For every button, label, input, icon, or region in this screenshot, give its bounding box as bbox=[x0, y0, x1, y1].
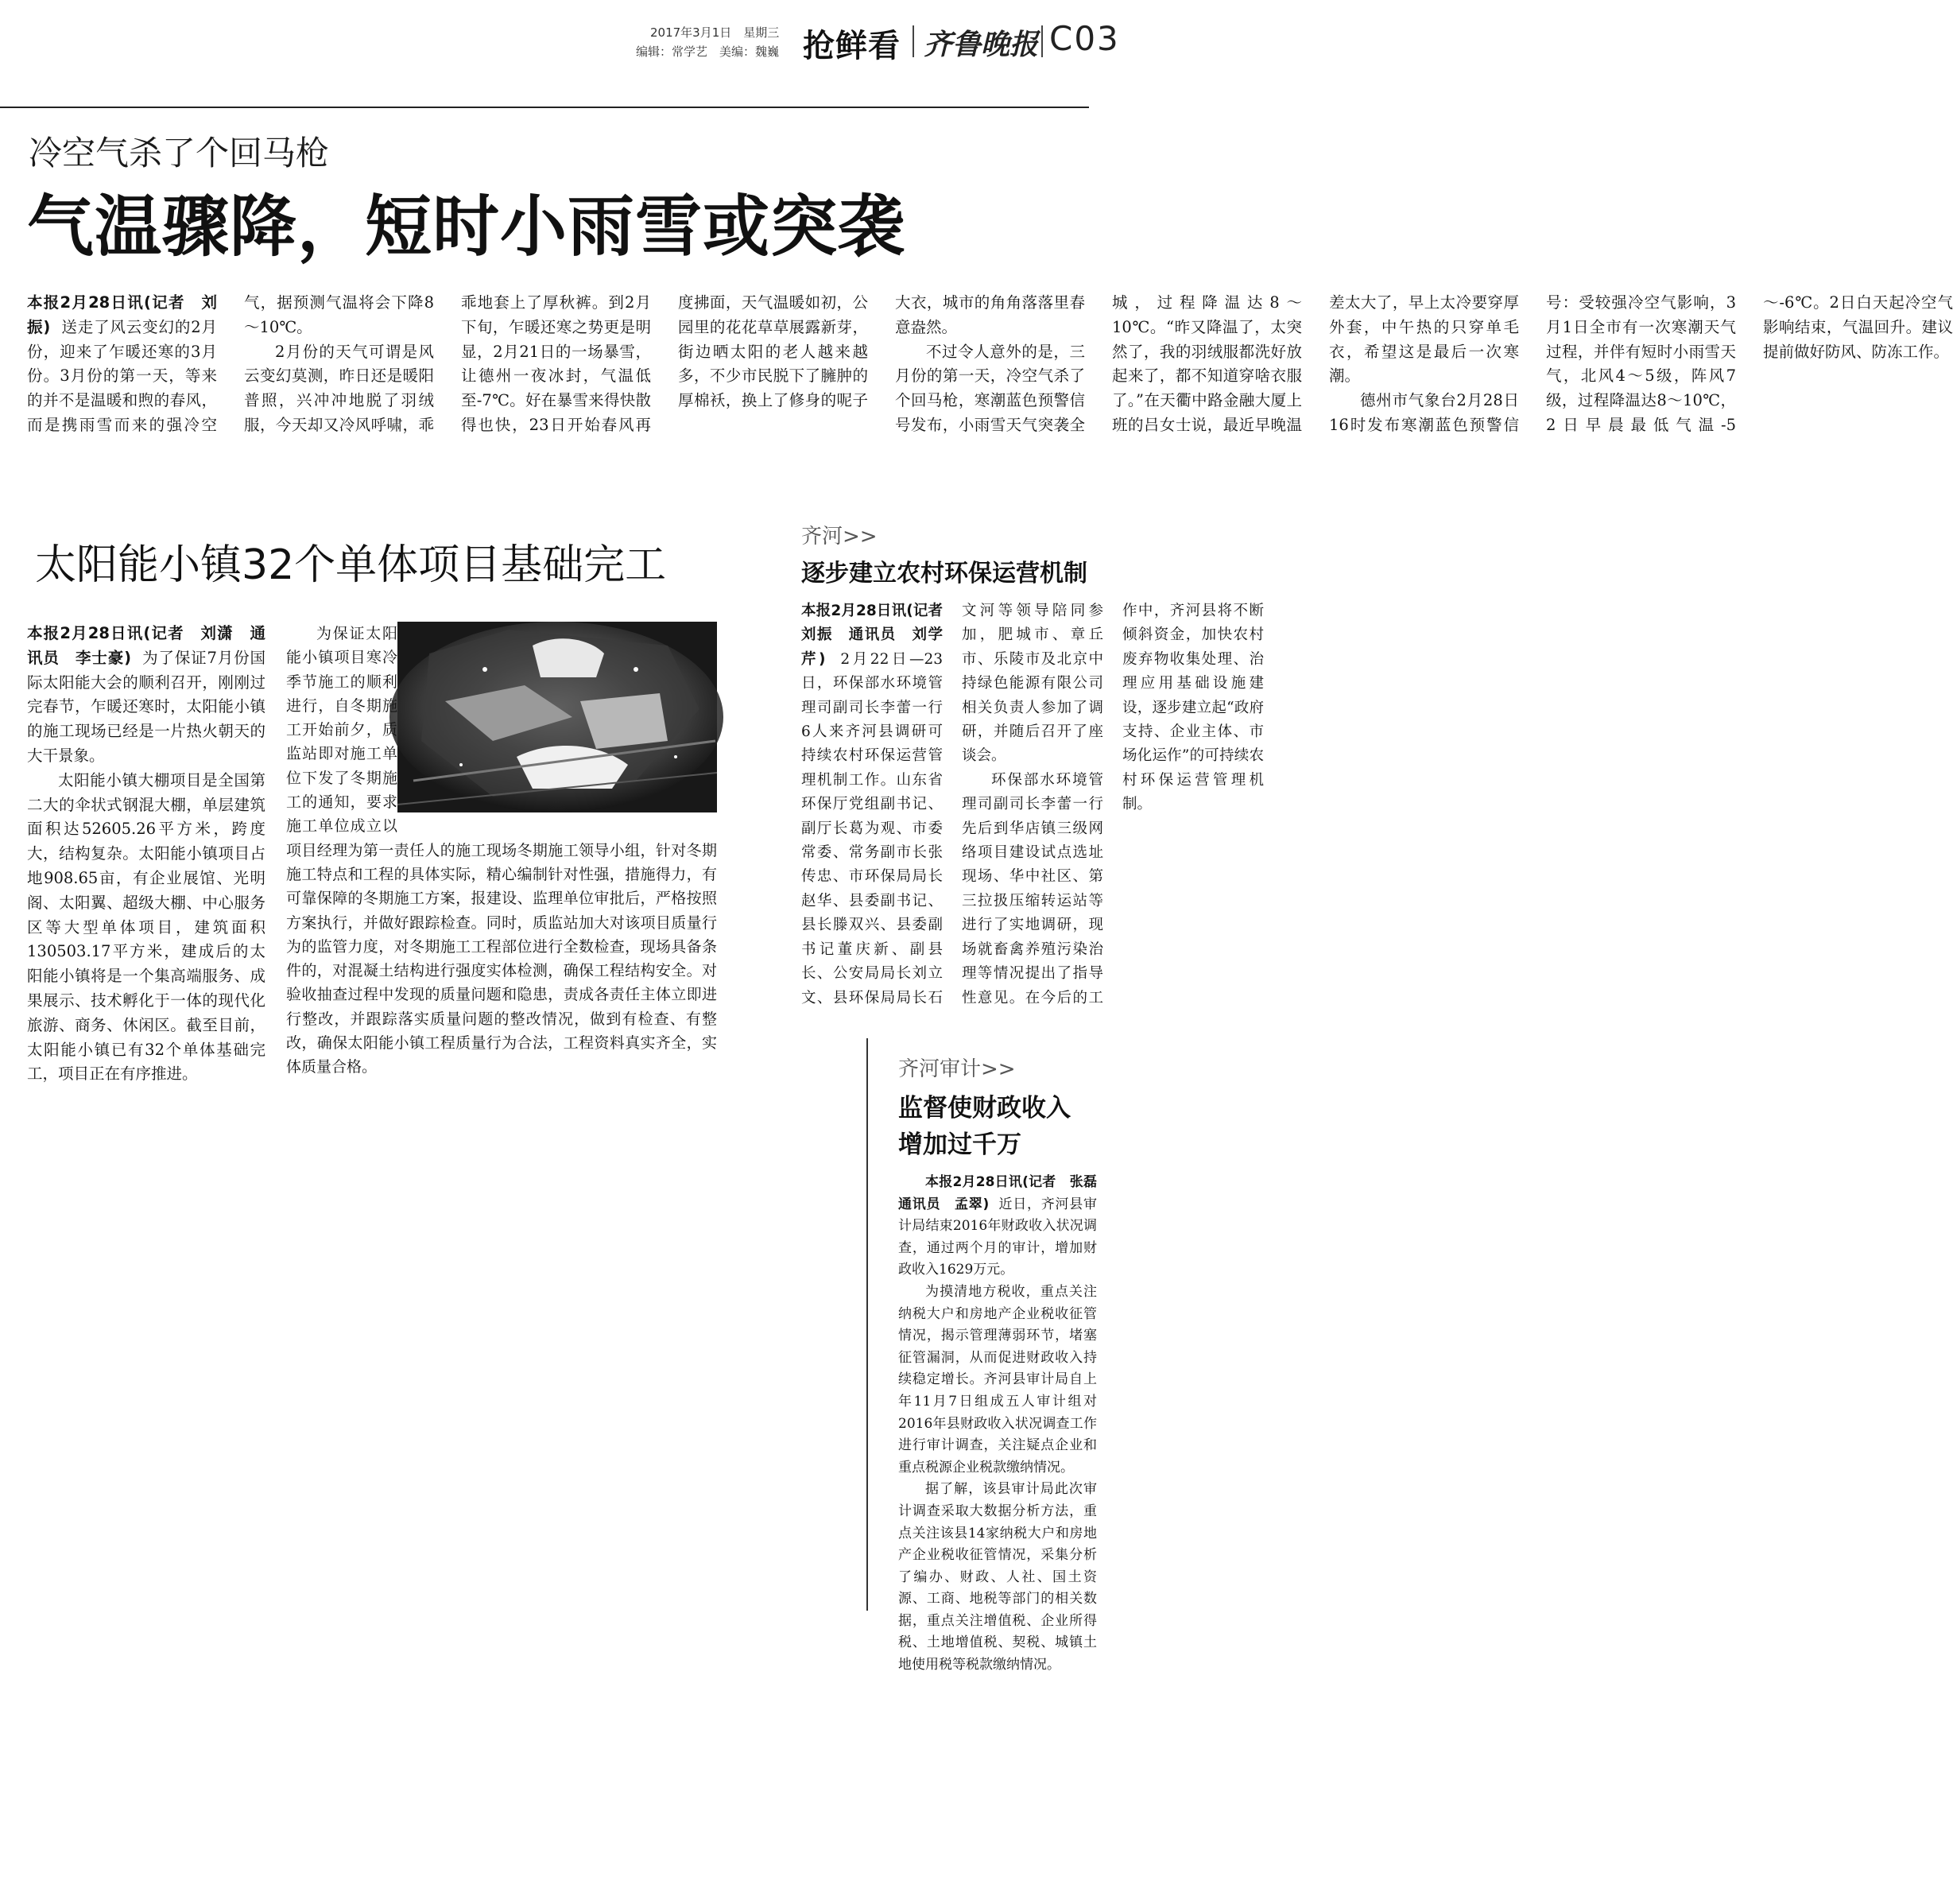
article3-byline: 本报2月28日讯(记者 刘振 通讯员 刘学芹) bbox=[801, 603, 958, 668]
article2-para-2: 太阳能小镇大棚项目是全国第二大的伞状式钢混大棚，单层建筑面积达52605.26平方米，跨度大，结构复杂。太阳能小镇项目占地908.65亩，有企业展馆、光明阁、太阳翼、超级大棚、中心服务区等大型单体项目，建筑面积130503.17平方米，建成后的太阳能小镇将是一个集高端服务、成果展示、技术孵化于一体的现代化旅游、商务、休闲区。截至目前，太阳能小镇已有32个单体基础完工，项目正在有序推进。 bbox=[27, 770, 265, 1084]
article2-byline: 本报2月28日讯(记者 刘潇 通讯员 李士豪) bbox=[27, 624, 265, 667]
article1-body bbox=[27, 291, 1953, 450]
article4-headline-line1: 监督使财政收入 bbox=[898, 1094, 1071, 1123]
paper-logo: 齐鲁晚报 bbox=[924, 28, 1039, 61]
masthead-date: 2017年3月1日 星期三 bbox=[650, 25, 780, 40]
article1-byline-flow: 本报2月28日讯(记者 刘振) bbox=[27, 293, 217, 336]
article1-para-4: 德州市气象台2月28日16时发布寒潮蓝色预警信号：受较强冷空气影响，3月1日全市有一次寒潮天气过程，并伴有短时小雨雪天气，北风4～5级，阵风7级，过程降温达8～10℃，2日早晨最低气温-5～-6℃。2日白天起冷空气影响结束，气温回升。建议提前做好防风、防冻工作。 bbox=[1329, 293, 1953, 434]
article2-right-block bbox=[286, 622, 717, 1076]
article4-body bbox=[898, 1172, 1110, 1673]
article1-kicker: 冷空气杀了个回马枪 bbox=[29, 134, 330, 173]
article3-para-1: 2月22日—23日，环保部水环境管理司副司长李蕾一行6人来齐河县调研可持续农村环保运营管理机制工作。山东省环保厅党组副书记、副厅长葛为观、市委常委、常务副市长张传忠、市环保局局长赵华、县委副书记、县长滕双兴、县委副书记董庆新、副县长、公安局局长刘立文、县环保局局长石文河等领导陪同参加，肥城市、章丘市、乐陵市及北京中持绿色能源有限公司相关负责人参加了调研，并随后召开了座谈会。 bbox=[801, 603, 1103, 1006]
article4-para-2: 为摸清地方税收，重点关注纳税大户和房地产企业税收征管情况，揭示管理薄弱环节，堵塞征管漏洞，从而促进财政收入持续稳定增长。齐河县审计局自上年11月7日组成五人审计组对2016年县财政收入状况调查工作进行审计调查，关注疑点企业和重点税源企业税款缴纳情况。 bbox=[898, 1283, 1097, 1476]
article3-para-2: 环保部水环境管理司副司长李蕾一行先后到华店镇三级网络项目建设试点选址现场、华中社区、第三拉扱压缩转运站等进行了实地调研，现场就畜禽养殖污染治理等情况提出了指导性意见。在今后的工作中，齐河县将不断倾斜资金，加快农村废弃物收集处理、治理应用基础设施建设，逐步建立起“政府支持、企业主体、市场化运作”的可持续农村环保运营管理机制。 bbox=[962, 603, 1264, 1006]
article3-kicker: 齐河>> bbox=[801, 525, 878, 549]
section-title: 抢鲜看 bbox=[803, 28, 901, 64]
article2-headline: 太阳能小镇32个单体项目基础完工 bbox=[35, 541, 667, 589]
article4-left-rule bbox=[866, 1038, 868, 1611]
masthead-rule bbox=[0, 107, 1089, 108]
masthead-divider-2 bbox=[1041, 25, 1043, 57]
masthead-editors: 编辑：常学艺 美编：魏巍 bbox=[636, 45, 780, 59]
article3-body bbox=[801, 599, 1264, 1013]
article4-kicker: 齐河审计>> bbox=[898, 1057, 1016, 1081]
article2-para-1: 为了保证7月份国际太阳能大会的顺利召开，刚刚过完春节，乍暖还寒时，太阳能小镇的施工现场已经是一片热火朝天的大干景象。 bbox=[27, 648, 265, 765]
page-number: C03 bbox=[1049, 19, 1120, 58]
article1-para-2: 2月份的天气可谓是风云变幻莫测，昨日还是暖阳普照，兴冲冲地脱了羽绒服，今天却又冷风呼啸，乖乖地套上了厚秋裤。到2月下旬，乍暖还寒之势更是明显，2月21日的一场暴雪，让德州一夜冰封，气温低至-7℃。好在暴雪来得快散得也快，23日开始春风再度拂面，天气温暖如初，公园里的花花草草展露新芽，街边晒太阳的老人越来越多，不少市民脱下了臃肿的厚棉袄，换上了修身的呢子大衣，城市的角角落落里春意盎然。 bbox=[244, 293, 1085, 434]
article1-para-1-flow: 送走了风云变幻的2月份，迎来了乍暖还寒的3月份。3月份的第一天，等来的并不是温暖和煦的春风，而是携雨雪而来的强冷空气，据预测气温将会下降8～10℃。 bbox=[27, 293, 434, 434]
article2-para-3: 为保证太阳能小镇项目寒冷季节施工的顺利进行，自冬期施工开始前夕，质监站即对施工单位下发了冬期施工的通知，要求施工单位成立以项目经理为第一责任人的施工现场冬期施工领导小组，针对冬期施工特点和工程的具体实际，精心编制针对性强，措施得力，有可靠保障的冬期施工方案，报建设、监理单位审批后，严格按照方案执行，并做好跟踪检查。同时，质监站加大对该项目质量行为的监管力度，对冬期施工工程部位进行全数检查，现场具备条件的，对混凝土结构进行强度实体检测，确保工程结构安全。对验收抽查过程中发现的质量问题和隐患，责成各责任主体立即进行整改，并跟踪落实质量问题的整改情况，做到有检查、有整改，确保太阳能小镇工程质量行为合法，工程资料真实齐全，实体质量合格。 bbox=[286, 625, 717, 1076]
masthead-divider-1 bbox=[913, 25, 914, 57]
article4-headline-line2: 增加过千万 bbox=[898, 1130, 1021, 1159]
article3-headline: 逐步建立农村环保运营机制 bbox=[801, 560, 1087, 587]
article2-col-1 bbox=[27, 622, 265, 1084]
article4-byline: 本报2月28日讯(记者 张磊 通讯员 孟翠) bbox=[898, 1174, 1110, 1212]
article4-para-3: 据了解，该县审计局此次审计调查采取大数据分析方法，重点关注该县14家纳税大户和房地产企业税收征管情况，采集分析了编办、财政、人社、国土资源、工商、地税等部门的相关数据，重点关注增值税、企业所得税、土地增值税、契税、城镇土地使用税等税款缴纳情况。 bbox=[898, 1481, 1097, 1673]
article1-para-3: 不过令人意外的是，三月份的第一天，冷空气杀了个回马枪，寒潮蓝色预警信号发布，小雨雪天气突袭全城，过程降温达8～10℃。“昨又降温了，太突然了，我的羽绒服都洗好放起来了，都不知道穿啥衣服了。”在天衢中路金融大厦上班的吕女士说，最近早晚温差太大了，早上太冷要穿厚外套，中午热的只穿单毛衣，希望这是最后一次寒潮。 bbox=[895, 293, 1519, 434]
article1-headline: 气温骤降，短时小雨雪或突袭 bbox=[27, 188, 906, 266]
article4-para-1: 近日，齐河县审计局结束2016年财政收入状况调查，通过两个月的审计，增加财政收入1629万元。 bbox=[898, 1196, 1097, 1278]
photo-spacer bbox=[397, 622, 717, 822]
